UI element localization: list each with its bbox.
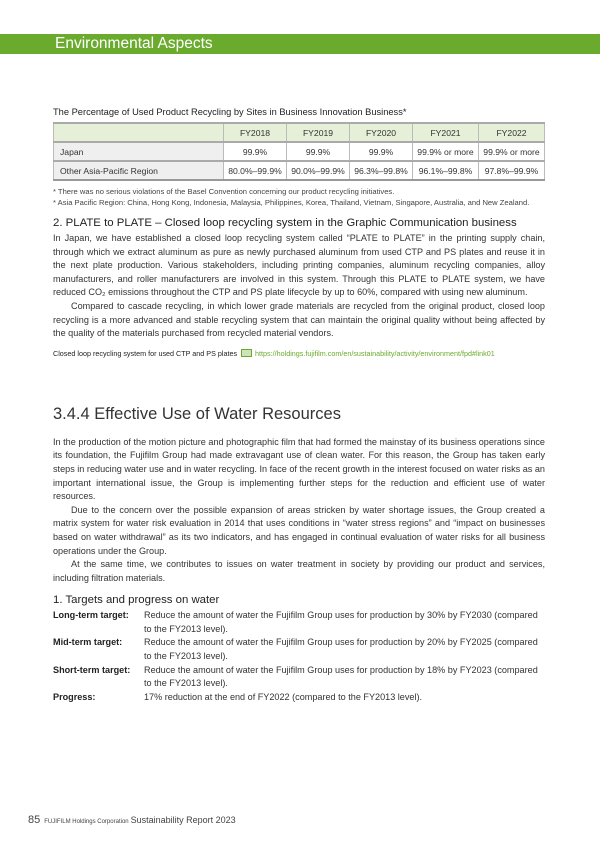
table-cell: 90.0%–99.9% bbox=[287, 161, 350, 180]
column-header: FY2018 bbox=[224, 123, 287, 142]
target-text: Reduce the amount of water the Fujifilm Group uses for production by 20% by FY2025 (compared to the FY2013 level). bbox=[144, 637, 538, 662]
computer-icon bbox=[241, 349, 252, 357]
plate-paragraph: Compared to cascade recycling, in which lower grade materials are recycled from the original product, closed loop recycling is a more advanced and stable recycling system that can maintain the original quality without being affected by the quality of the materials purchased from recycled material vendors. bbox=[53, 300, 545, 339]
reference-link[interactable]: https://holdings.fujifilm.com/en/sustainability/activity/environment/fpd#link01 bbox=[255, 348, 495, 358]
section-title: Environmental Aspects bbox=[55, 35, 213, 52]
plate-heading: 2. PLATE to PLATE – Closed loop recycling system in the Graphic Communication business bbox=[53, 217, 517, 229]
plate-paragraph: In Japan, we have established a closed loop recycling system called “PLATE to PLATE” in the printing supply chain, through which we extract aluminum as pure as newly purchased aluminum from used CTP and PS plates and reuse it in the next plate production. Various stakeholders, including printing companies, aluminum recycling companies, alloy manufacturers, and roller manufacturers are involved in this system. Through this PLATE to PLATE system, we have reduced CO₂ emissions throughout the CTP and PS plate lifecycle by up to 60%, compared with using new aluminum. bbox=[53, 233, 545, 298]
table-caption: The Percentage of Used Product Recycling by Sites in Business Innovation Business* bbox=[53, 107, 407, 117]
table-cell: 97.8%–99.9% bbox=[478, 161, 544, 180]
table-cell: 99.9% bbox=[224, 142, 287, 161]
table-header-row bbox=[54, 123, 545, 142]
target-label: Mid-term target: bbox=[53, 637, 123, 648]
recycling-table bbox=[53, 122, 545, 181]
page-footer bbox=[28, 814, 236, 826]
company-name: FUJIFILM Holdings Corporation bbox=[44, 819, 129, 825]
target-label: Short-term target: bbox=[53, 664, 131, 675]
table-cell: 99.9% bbox=[287, 142, 350, 161]
water-paragraph: At the same time, we contributes to issues on water treatment in society by providing our product and services, including filtration materials. bbox=[53, 559, 545, 583]
targets-heading: 1. Targets and progress on water bbox=[53, 594, 220, 607]
reference-link-row bbox=[53, 349, 545, 358]
table-corner bbox=[54, 123, 224, 142]
table-note: * There was no serious violations of the Basel Convention concerning our product recycling initiatives. bbox=[53, 187, 395, 196]
report-title: Sustainability Report 2023 bbox=[130, 815, 236, 825]
target-label: Long-term target: bbox=[53, 610, 129, 621]
target-label: Progress: bbox=[53, 691, 96, 702]
table-row bbox=[54, 161, 545, 180]
water-paragraph: In the production of the motion picture and photographic film that had formed the mainstay of its business operations since its foundation, the Fujifilm Group had made extravagant use of clean water. For this reason, the Group has taken early steps in reducing water use and in water recycling. In face of the recent growth in the interest focused on water risks as an important international issue, the Group is implementing further steps for the reduction and efficient use of water resources. bbox=[53, 436, 545, 502]
table-row bbox=[54, 142, 545, 161]
column-header: FY2021 bbox=[413, 123, 479, 142]
row-header: Other Asia-Pacific Region bbox=[54, 161, 224, 180]
target-item bbox=[53, 664, 545, 691]
table-note: * Asia Pacific Region: China, Hong Kong, Indonesia, Malaysia, Philippines, Korea, Thailand, Vietnam, Singapore, Australia, and New Zealand. bbox=[53, 197, 530, 207]
table-cell: 96.3%–99.8% bbox=[350, 161, 413, 180]
column-header: FY2022 bbox=[478, 123, 544, 142]
target-item bbox=[53, 691, 545, 705]
water-paragraph: Due to the concern over the possible expansion of areas stricken by water shortage issues, the Group created a matrix system for water risk evaluation in 2014 that uses conditions in “water stress regions” and “impact on businesses based on water withdrawal” as its two indicators, and has engaged in continual evaluation of water risks for all business operations under the Group. bbox=[53, 504, 545, 556]
page-content bbox=[53, 107, 545, 704]
table-cell: 99.9% bbox=[350, 142, 413, 161]
column-header: FY2019 bbox=[287, 123, 350, 142]
page-number: 85 bbox=[28, 814, 41, 826]
target-item bbox=[53, 636, 545, 663]
table-cell: 96.1%–99.8% bbox=[413, 161, 479, 180]
water-heading: 3.4.4 Effective Use of Water Resources bbox=[53, 404, 341, 423]
link-label: Closed loop recycling system for used CTP and PS plates bbox=[53, 348, 238, 358]
target-text: 17% reduction at the end of FY2022 (compared to the FY2013 level). bbox=[144, 691, 423, 702]
section-header-band bbox=[0, 34, 600, 54]
row-header: Japan bbox=[54, 142, 224, 161]
target-text: Reduce the amount of water the Fujifilm Group uses for production by 30% by FY2030 (compared to the FY2013 level). bbox=[144, 610, 538, 634]
table-cell: 80.0%–99.9% bbox=[224, 161, 287, 180]
table-cell: 99.9% or more bbox=[413, 142, 479, 161]
column-header: FY2020 bbox=[350, 123, 413, 142]
table-cell: 99.9% or more bbox=[478, 142, 544, 161]
target-item bbox=[53, 609, 545, 636]
target-text: Reduce the amount of water the Fujifilm Group uses for production by 18% by FY2023 (compared to the FY2013 level). bbox=[144, 664, 538, 689]
